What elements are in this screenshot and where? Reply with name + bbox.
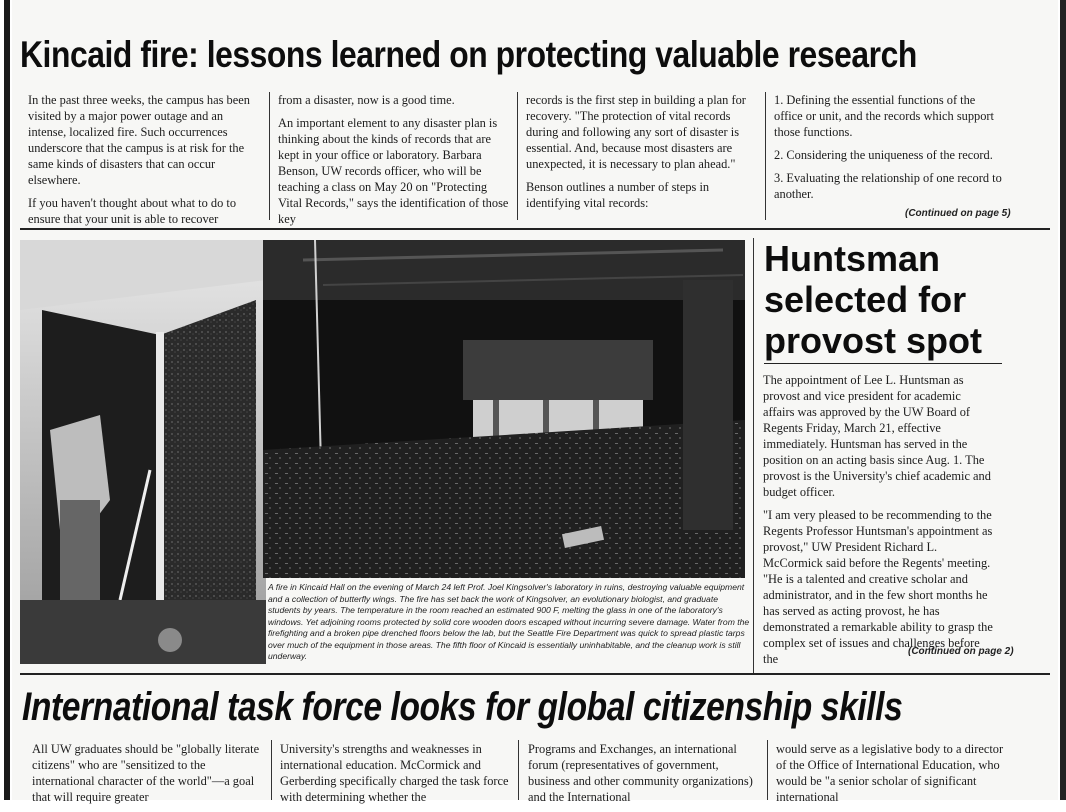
scan-edge-left (4, 0, 10, 800)
section-divider (20, 228, 1050, 230)
column-rule (517, 92, 518, 220)
column-rule (271, 740, 272, 800)
huntsman-continued-note: (Continued on page 2) (908, 646, 1014, 657)
kincaid-col4-item-3: 3. Evaluating the relationship of one record to another. (774, 171, 1002, 201)
kincaid-col3-para-1: records is the first step in building a plan for recovery. "The protection of vital records during and following any sort of disaster is essential. And, because most disasters are unexpected, it is necessary to plan ahead." (526, 93, 746, 171)
kincaid-col2-para-2: An important element to any disaster plan is thinking about the kinds of records that are kept in your office or laboratory. Barbara Benson, UW records officer, who will be teaching a class on May 20 on "Protecting Vital Records," says the identification of those key (278, 116, 509, 226)
huntsman-para-1: The appointment of Lee L. Huntsman as provost and vice president for academic affairs was approved by the UW Board of Regents Friday, March 21, effective immediately. Huntsman has served in the position on an acting basis since Aug. 1. The provost is the University's chief academic and budget officer. (763, 373, 991, 499)
kincaid-col3-para-2: Benson outlines a number of steps in identifying vital records: (526, 180, 710, 210)
international-headline: International task force looks for global citizenship skills (22, 685, 903, 729)
international-col4-text: would serve as a legislative body to a director of the Office of International Education, who would be "a senior scholar of significant international (776, 742, 1004, 804)
international-col3-text: Programs and Exchanges, an international forum (representatives of government, business and other community organizations) and the International (528, 742, 753, 804)
column-rule (269, 92, 270, 220)
international-column-1 (32, 741, 262, 812)
kincaid-continued-note: (Continued on page 5) (905, 208, 1011, 219)
kincaid-col4-item-2: 2. Considering the uniqueness of the record. (774, 148, 993, 162)
column-rule (765, 92, 766, 220)
fire-scene-photo-main (263, 240, 745, 578)
section-divider (20, 673, 1050, 675)
international-col2-text: University's strengths and weaknesses in international education. McCormick and Gerberding specifically charged the task force with determining whether the (280, 742, 509, 804)
fire-scene-photo-left (20, 240, 266, 664)
kincaid-col1-para-1: In the past three weeks, the campus has been visited by a major power outage and an intense, localized fire. Such occurrences underscore that the campus is at risk for the same kinds of disasters that can occur elsewhere. (28, 93, 250, 187)
international-column-2 (280, 741, 510, 812)
kincaid-headline: Kincaid fire: lessons learned on protecting valuable research (20, 34, 917, 75)
kincaid-col1-para-2: If you haven't thought about what to do to ensure that your unit is able to recover (28, 196, 237, 226)
huntsman-para-2: "I am very pleased to be recommending to the Regents Professor Huntsman's appointment as provost," UW President Richard L. McCormick said before the Regents' meeting. "He is a talented and creative scholar and administrator, and in the few short months he has served as acting provost, he has demonstrated a remarkable ability to grasp the complex set of issues and challenges before the (763, 508, 993, 666)
huntsman-body (763, 372, 995, 674)
international-column-4 (776, 741, 1004, 812)
burned-laboratory-graphic (263, 240, 745, 578)
column-rule (753, 238, 754, 674)
headline-underline (764, 363, 1002, 364)
huntsman-headline: Huntsman selected for provost spot (764, 238, 983, 361)
kincaid-column-2 (278, 92, 510, 234)
kincaid-col2-para-1: from a disaster, now is a good time. (278, 93, 455, 107)
international-column-3 (528, 741, 760, 812)
scan-edge-right (1060, 0, 1066, 800)
photo-caption: A fire in Kincaid Hall on the evening of March 24 left Prof. Joel Kingsolver's laboratory in ruins, destroying valuable equipment and a collection of butterfly wings. The fire has set back the work of Kingsolver, an evolutionary biologist, and graduate students by years. The temperature in the room reached an estimated 900 F, melting the glass in one of the laboratory's windows. Yet adjoining rooms protected by solid core wooden doors escaped without incurring severe damage. Water from the firefighting and a broken pipe drenched floors below the lab, but the Seattle Fire Department was quick to spread plastic tarps over much of the equipment in those areas. The fifth floor of Kincaid is essentially uninhabitable, and the cleanup work is still underway. (268, 582, 750, 661)
column-rule (518, 740, 519, 800)
international-col1-text: All UW graduates should be "globally literate citizens" who are "sensitized to the international character of the world"—a goal that will require greater (32, 742, 260, 804)
kincaid-col4-item-1: 1. Defining the essential functions of the office or unit, and the records which support those functions. (774, 93, 994, 139)
kincaid-column-1 (28, 92, 260, 234)
doorway-scene-graphic (20, 240, 266, 664)
kincaid-column-3 (526, 92, 758, 218)
kincaid-column-4 (774, 92, 1002, 209)
column-rule (767, 740, 768, 800)
